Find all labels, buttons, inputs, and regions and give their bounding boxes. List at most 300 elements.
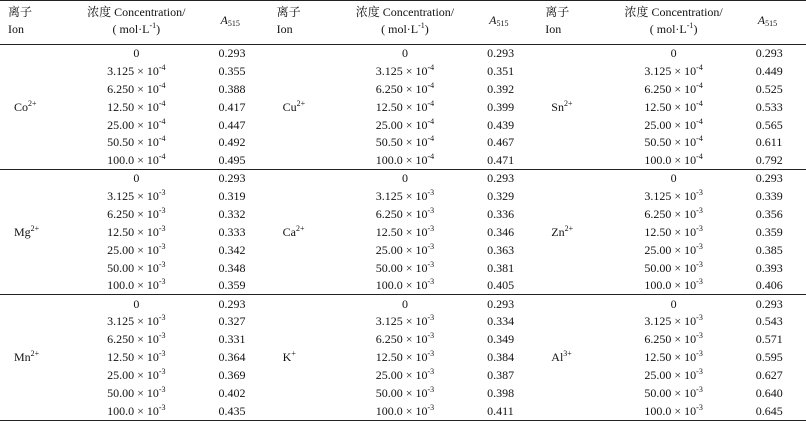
concentration-mantissa: 12.50 × 10 (107, 224, 159, 239)
concentration-mantissa: 100.0 × 10 (644, 278, 697, 293)
absorbance-cell: 0.467 (487, 135, 515, 150)
absorbance-cell: 0.565 (755, 117, 783, 132)
concentration-mantissa: 25.00 × 10 (644, 242, 697, 257)
concentration-mantissa: 50.00 × 10 (644, 385, 697, 400)
header-concentration-unit (600, 21, 746, 38)
header-concentration (62, 1, 210, 45)
concentration-mantissa: 0 (401, 46, 408, 61)
concentration-exponent: -3 (427, 223, 435, 233)
concentration-cell (599, 241, 747, 259)
concentration-mantissa: 50.00 × 10 (107, 385, 159, 400)
concentration-mantissa: 25.00 × 10 (644, 367, 697, 382)
absorbance-cell: 0.384 (487, 350, 515, 365)
header-ion-cn: 离子 (545, 5, 570, 19)
absorbance-cell: 0.471 (487, 153, 515, 168)
absorbance-cell: 0.363 (487, 242, 515, 257)
concentration-exponent: -3 (158, 241, 166, 251)
absorbance-symbol: A (220, 13, 228, 27)
absorbance-cell: 0.369 (218, 367, 246, 382)
concentration-exponent: -4 (158, 98, 166, 108)
absorbance-wavelength: 515 (496, 19, 509, 28)
absorbance-cell: 0.331 (218, 332, 246, 347)
absorbance-cell: 0.595 (755, 350, 783, 365)
concentration-mantissa: 3.125 × 10 (644, 63, 697, 78)
ion-label (269, 170, 331, 295)
concentration-mantissa: 25.00 × 10 (107, 367, 159, 382)
concentration-exponent: -3 (158, 331, 166, 341)
table-row (0, 170, 806, 188)
absorbance-cell: 0.327 (218, 314, 246, 329)
absorbance-cell: 0.334 (487, 314, 515, 329)
ion-label (0, 45, 62, 170)
absorbance-cell: 0.439 (487, 117, 515, 132)
concentration-mantissa: 100.0 × 10 (107, 278, 159, 293)
concentration-mantissa: 12.50 × 10 (644, 99, 697, 114)
concentration-cell (62, 295, 210, 313)
concentration-mantissa: 12.50 × 10 (375, 99, 428, 114)
concentration-mantissa: 100.0 × 10 (375, 278, 428, 293)
concentration-cell (599, 80, 747, 98)
concentration-cell (331, 116, 479, 134)
header-ion-cn: 离子 (276, 5, 301, 19)
concentration-exponent: -4 (696, 98, 703, 108)
concentration-exponent: -3 (427, 366, 435, 376)
ion-symbol: Ca (282, 224, 296, 239)
header-concentration-line (63, 4, 209, 21)
ion-charge: + (291, 349, 296, 359)
ion-label (537, 45, 599, 170)
concentration-cell (599, 188, 747, 206)
concentration-cell (331, 402, 479, 420)
absorbance-wavelength: 515 (765, 19, 778, 28)
concentration-cell (331, 241, 479, 259)
concentration-cell (599, 134, 747, 152)
concentration-exponent: -3 (158, 402, 166, 412)
concentration-exponent: -3 (158, 223, 166, 233)
header-ion-cn: 离子 (8, 5, 33, 19)
concentration-mantissa: 100.0 × 10 (107, 153, 159, 168)
ion-charge: 2+ (295, 223, 305, 233)
ion-charge: 3+ (563, 349, 572, 359)
concentration-exponent: -3 (427, 349, 435, 359)
concentration-cell (331, 134, 479, 152)
header-row (0, 1, 806, 45)
concentration-mantissa: 50.00 × 10 (375, 385, 428, 400)
concentration-mantissa: 25.00 × 10 (107, 242, 159, 257)
concentration-cell (599, 277, 747, 295)
concentration-mantissa: 6.250 × 10 (644, 332, 697, 347)
concentration-exponent: -3 (696, 223, 703, 233)
ion-label (269, 295, 331, 420)
concentration-exponent: -4 (696, 134, 703, 144)
unit-exponent: -1 (418, 21, 425, 30)
concentration-cell (62, 313, 210, 331)
concentration-cell (62, 116, 210, 134)
absorbance-cell: 0.435 (218, 403, 246, 418)
absorbance-cell: 0.351 (487, 63, 515, 78)
ion-charge: 2+ (564, 223, 574, 233)
ion-charge: 2+ (28, 98, 37, 108)
table-row (0, 62, 806, 80)
absorbance-cell: 0.385 (755, 242, 783, 257)
concentration-exponent: -3 (696, 331, 703, 341)
table-row (0, 349, 806, 367)
header-concentration-cn: 浓度 (355, 5, 380, 19)
unit-exponent: -1 (149, 21, 157, 30)
table-row (0, 188, 806, 206)
concentration-mantissa: 3.125 × 10 (375, 189, 428, 204)
concentration-mantissa: 6.250 × 10 (644, 81, 697, 96)
concentration-cell (331, 331, 479, 349)
absorbance-cell: 0.293 (487, 46, 515, 61)
concentration-cell (331, 188, 479, 206)
absorbance-cell: 0.449 (755, 63, 783, 78)
absorbance-cell: 0.645 (755, 403, 783, 418)
concentration-mantissa: 25.00 × 10 (375, 367, 428, 382)
concentration-cell (331, 295, 479, 313)
concentration-mantissa: 50.50 × 10 (644, 135, 697, 150)
table-row (0, 45, 806, 63)
header-absorbance (211, 1, 269, 45)
concentration-cell (331, 62, 479, 80)
absorbance-cell: 0.319 (218, 189, 246, 204)
concentration-exponent: -4 (427, 98, 435, 108)
concentration-cell (599, 367, 747, 385)
concentration-cell (62, 152, 210, 170)
absorbance-cell: 0.640 (755, 385, 783, 400)
concentration-mantissa: 100.0 × 10 (375, 153, 428, 168)
concentration-mantissa: 50.50 × 10 (107, 135, 159, 150)
concentration-mantissa: 12.50 × 10 (644, 350, 697, 365)
ion-symbol: Zn (551, 224, 565, 239)
concentration-mantissa: 100.0 × 10 (644, 403, 697, 418)
absorbance-cell: 0.355 (218, 63, 246, 78)
concentration-exponent: -3 (696, 366, 703, 376)
absorbance-cell: 0.405 (487, 278, 515, 293)
ion-label (0, 170, 62, 295)
concentration-exponent: -3 (427, 241, 435, 251)
concentration-mantissa: 0 (401, 171, 408, 186)
header-concentration-cn: 浓度 (624, 5, 649, 19)
header-concentration-en: Concentration/ (382, 5, 455, 19)
concentration-exponent: -4 (696, 116, 703, 126)
ion-label (269, 45, 331, 170)
concentration-cell (331, 259, 479, 277)
concentration-exponent: -3 (696, 277, 703, 287)
concentration-mantissa: 25.00 × 10 (644, 117, 697, 132)
absorbance-cell: 0.293 (218, 46, 246, 61)
absorbance-cell: 0.336 (487, 206, 515, 221)
concentration-exponent: -3 (696, 188, 703, 198)
header-concentration-unit (63, 21, 209, 38)
concentration-cell (599, 98, 747, 116)
concentration-mantissa: 12.50 × 10 (644, 224, 697, 239)
concentration-mantissa: 0 (670, 171, 677, 186)
concentration-exponent: -4 (427, 116, 435, 126)
header-ion (269, 1, 331, 45)
absorbance-cell: 0.398 (487, 385, 515, 400)
unit-open: ( mol·L (112, 22, 150, 36)
concentration-cell (62, 223, 210, 241)
unit-close: ) (424, 22, 429, 36)
absorbance-cell: 0.332 (218, 206, 246, 221)
concentration-cell (331, 152, 479, 170)
concentration-exponent: -3 (427, 188, 435, 198)
absorbance-cell: 0.359 (218, 278, 246, 293)
concentration-cell (62, 206, 210, 224)
absorbance-cell: 0.447 (218, 117, 246, 132)
ion-symbol: K (282, 350, 292, 365)
concentration-mantissa: 25.00 × 10 (375, 242, 428, 257)
absorbance-cell: 0.293 (487, 296, 515, 311)
header-ion (0, 1, 62, 45)
absorbance-cell: 0.402 (218, 385, 246, 400)
table-row (0, 206, 806, 224)
concentration-mantissa: 12.50 × 10 (375, 350, 428, 365)
concentration-exponent: -4 (427, 134, 435, 144)
concentration-exponent: -3 (158, 205, 166, 215)
absorbance-cell: 0.792 (755, 153, 783, 168)
concentration-exponent: -4 (696, 62, 703, 72)
absorbance-cell: 0.293 (755, 296, 783, 311)
concentration-cell (599, 152, 747, 170)
absorbance-cell: 0.543 (755, 314, 783, 329)
concentration-exponent: -3 (696, 205, 703, 215)
ion-symbol: Mg (14, 224, 31, 239)
concentration-mantissa: 100.0 × 10 (375, 403, 428, 418)
absorbance-cell: 0.333 (218, 224, 246, 239)
unit-close: ) (693, 22, 698, 36)
header-absorbance (748, 1, 806, 45)
concentration-cell (331, 98, 479, 116)
table-header (0, 1, 806, 45)
absorbance-cell: 0.406 (755, 278, 783, 293)
concentration-cell (62, 331, 210, 349)
concentration-cell (62, 349, 210, 367)
concentration-cell (599, 170, 747, 188)
concentration-cell (599, 402, 747, 420)
header-concentration-line (600, 4, 746, 21)
concentration-cell (599, 259, 747, 277)
concentration-cell (599, 206, 747, 224)
concentration-mantissa: 12.50 × 10 (107, 350, 159, 365)
concentration-exponent: -3 (696, 313, 703, 323)
concentration-exponent: -3 (427, 205, 435, 215)
concentration-mantissa: 50.50 × 10 (375, 135, 428, 150)
concentration-mantissa: 3.125 × 10 (375, 63, 428, 78)
concentration-exponent: -4 (158, 62, 166, 72)
unit-close: ) (156, 22, 161, 36)
concentration-cell (331, 206, 479, 224)
concentration-mantissa: 50.00 × 10 (644, 260, 697, 275)
concentration-exponent: -3 (427, 384, 435, 394)
concentration-exponent: -4 (427, 152, 435, 162)
concentration-exponent: -3 (427, 402, 435, 412)
header-concentration-cn: 浓度 (87, 5, 112, 19)
concentration-mantissa: 0 (670, 296, 677, 311)
header-concentration-unit (332, 21, 478, 38)
absorbance-symbol: A (757, 13, 766, 27)
concentration-cell (62, 170, 210, 188)
concentration-exponent: -4 (158, 80, 166, 90)
concentration-cell (62, 98, 210, 116)
concentration-mantissa: 12.50 × 10 (107, 99, 159, 114)
ion-label (537, 295, 599, 420)
concentration-mantissa: 50.00 × 10 (375, 260, 428, 275)
ion-charge: 2+ (30, 223, 40, 233)
ion-symbol: Mn (14, 350, 31, 365)
absorbance-cell: 0.342 (218, 242, 246, 257)
concentration-cell (62, 134, 210, 152)
concentration-cell (599, 384, 747, 402)
absorbance-cell: 0.293 (218, 296, 246, 311)
concentration-exponent: -4 (158, 134, 166, 144)
concentration-cell (331, 80, 479, 98)
absorbance-cell: 0.627 (755, 367, 783, 382)
concentration-cell (599, 313, 747, 331)
absorbance-cell: 0.348 (218, 260, 246, 275)
concentration-cell (62, 277, 210, 295)
concentration-mantissa: 100.0 × 10 (644, 153, 697, 168)
concentration-cell (62, 188, 210, 206)
concentration-cell (62, 80, 210, 98)
unit-open: ( mol·L (381, 22, 419, 36)
absorbance-cell: 0.492 (218, 135, 246, 150)
concentration-exponent: -4 (696, 80, 703, 90)
concentration-cell (331, 384, 479, 402)
concentration-cell (331, 170, 479, 188)
concentration-mantissa: 50.00 × 10 (107, 260, 159, 275)
header-ion-en: Ion (545, 22, 562, 36)
absorbance-cell: 0.387 (487, 367, 515, 382)
absorbance-cell: 0.329 (487, 189, 515, 204)
concentration-exponent: -3 (158, 349, 166, 359)
concentration-exponent: -3 (427, 331, 435, 341)
concentration-mantissa: 0 (133, 171, 140, 186)
concentration-cell (62, 241, 210, 259)
table-body (0, 45, 806, 421)
concentration-mantissa: 0 (133, 296, 140, 311)
concentration-mantissa: 3.125 × 10 (107, 189, 159, 204)
concentration-exponent: -4 (158, 116, 166, 126)
header-concentration-en: Concentration/ (651, 5, 723, 19)
concentration-mantissa: 6.250 × 10 (644, 206, 697, 221)
header-ion-en: Ion (8, 22, 24, 36)
concentration-exponent: -4 (427, 62, 435, 72)
concentration-cell (331, 313, 479, 331)
ion-symbol: Al (551, 350, 564, 365)
table-row (0, 277, 806, 295)
unit-open: ( mol·L (649, 22, 687, 36)
concentration-mantissa: 0 (401, 296, 408, 311)
concentration-exponent: -3 (427, 277, 435, 287)
ion-label (537, 170, 599, 295)
absorbance-cell: 0.293 (218, 171, 246, 186)
concentration-cell (62, 402, 210, 420)
absorbance-cell: 0.417 (218, 99, 246, 114)
concentration-cell (599, 45, 747, 63)
table-row (0, 98, 806, 116)
table-row (0, 116, 806, 134)
absorbance-cell: 0.495 (218, 153, 246, 168)
concentration-cell (331, 45, 479, 63)
concentration-exponent: -3 (696, 384, 703, 394)
concentration-mantissa: 0 (670, 46, 677, 61)
concentration-exponent: -3 (427, 313, 435, 323)
header-ion (537, 1, 599, 45)
ion-symbol: Cu (282, 99, 297, 114)
table-row (0, 80, 806, 98)
absorbance-cell: 0.393 (755, 260, 783, 275)
table-row (0, 367, 806, 385)
table-row (0, 134, 806, 152)
header-concentration-line (332, 4, 478, 21)
absorbance-cell: 0.359 (755, 224, 783, 239)
header-concentration-en: Concentration/ (114, 5, 186, 19)
header-concentration (599, 1, 747, 45)
absorbance-cell: 0.381 (487, 260, 515, 275)
ion-symbol: Sn (551, 99, 564, 114)
concentration-cell (599, 223, 747, 241)
concentration-mantissa: 25.00 × 10 (107, 117, 159, 132)
concentration-cell (62, 384, 210, 402)
concentration-exponent: -3 (158, 384, 166, 394)
absorbance-cell: 0.392 (487, 81, 515, 96)
concentration-mantissa: 12.50 × 10 (375, 224, 428, 239)
absorbance-cell: 0.293 (755, 46, 783, 61)
concentration-cell (62, 367, 210, 385)
concentration-exponent: -3 (158, 188, 166, 198)
concentration-cell (62, 259, 210, 277)
absorbance-cell: 0.525 (755, 81, 783, 96)
concentration-mantissa: 0 (133, 46, 140, 61)
concentration-cell (599, 295, 747, 313)
concentration-cell (62, 45, 210, 63)
table-row (0, 384, 806, 402)
header-concentration (331, 1, 479, 45)
concentration-exponent: -3 (158, 277, 166, 287)
concentration-mantissa: 6.250 × 10 (107, 206, 159, 221)
header-absorbance (479, 1, 537, 45)
concentration-mantissa: 6.250 × 10 (107, 81, 159, 96)
concentration-cell (599, 331, 747, 349)
concentration-exponent: -4 (427, 80, 435, 90)
absorbance-cell: 0.399 (487, 99, 515, 114)
absorbance-cell: 0.349 (487, 332, 515, 347)
concentration-cell (599, 116, 747, 134)
ion-charge: 2+ (563, 98, 573, 108)
ion-label (0, 295, 62, 420)
concentration-exponent: -3 (696, 241, 703, 251)
table-row (0, 152, 806, 170)
table-row (0, 241, 806, 259)
table-row (0, 259, 806, 277)
concentration-mantissa: 100.0 × 10 (107, 403, 159, 418)
absorbance-cell: 0.611 (755, 135, 783, 150)
concentration-mantissa: 6.250 × 10 (375, 206, 428, 221)
table-row (0, 331, 806, 349)
absorbance-cell: 0.346 (487, 224, 515, 239)
absorbance-cell: 0.571 (755, 332, 783, 347)
table-row (0, 313, 806, 331)
absorbance-cell: 0.293 (487, 171, 515, 186)
absorbance-symbol: A (489, 13, 497, 27)
concentration-mantissa: 6.250 × 10 (107, 332, 159, 347)
concentration-exponent: -3 (696, 349, 703, 359)
table-row (0, 295, 806, 313)
absorbance-cell: 0.533 (755, 99, 783, 114)
concentration-exponent: -3 (696, 259, 703, 269)
